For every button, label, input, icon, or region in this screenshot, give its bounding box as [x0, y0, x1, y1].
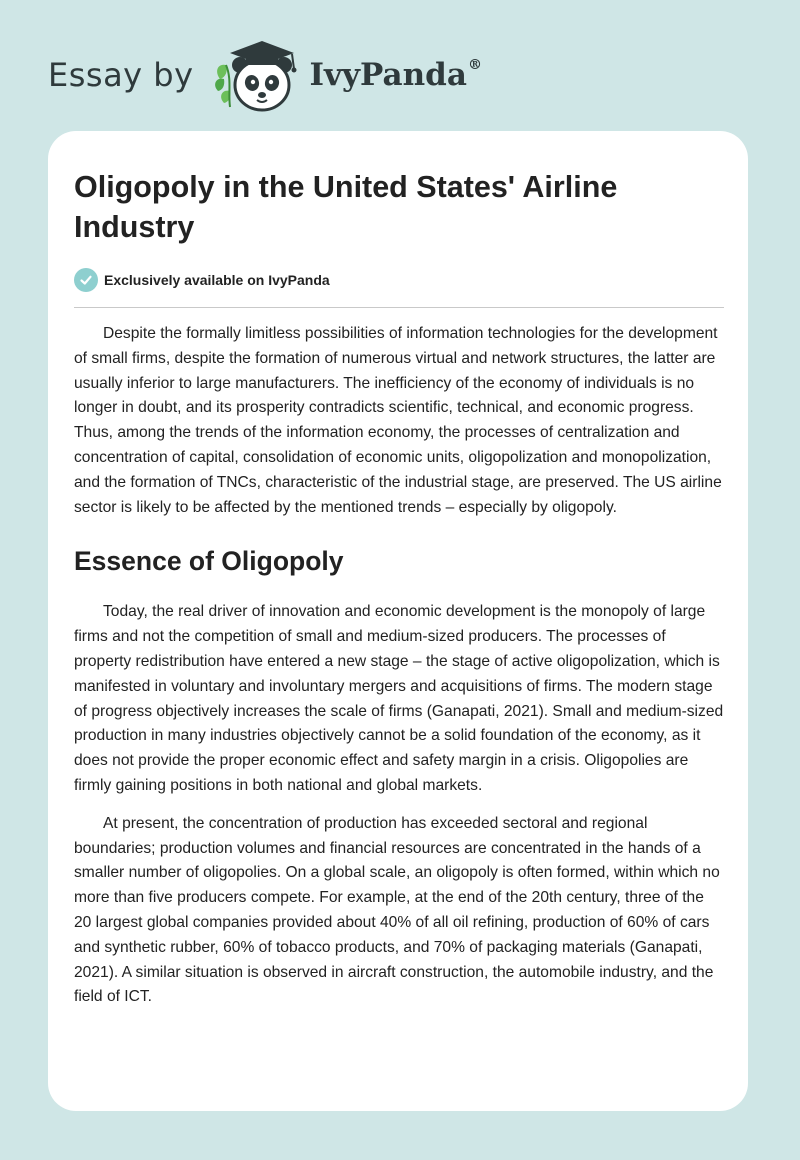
title-divider: [74, 307, 724, 308]
section-heading: Essence of Oligopoly: [74, 546, 344, 577]
brand-name[interactable]: IvyPanda®: [309, 57, 482, 93]
check-icon: [74, 268, 98, 292]
body-paragraph: Today, the real driver of innovation and economic development is the monopoly of large firms and not the competition of small and medium-sized producers. The processes of property redistribution have entered a new stage – the stage of active oligopolization, which is manifested in voluntary and involuntary mergers and acquisitions of firms. The modern stage of progress objectively increases the scale of firms (Ganapati, 2021). Small and medium-sized production in many industries objectively cannot be a solid foundation of the economy, as it does not provide the proper economic effect and safety margin in a crisis. Oligopolies are firmly gaining positions in both national and global markets.: [74, 603, 724, 794]
essay-card: [48, 131, 748, 1111]
exclusive-badge: [74, 265, 724, 295]
ivypanda-logo-icon[interactable]: [212, 35, 304, 115]
essay-content: [74, 167, 724, 1010]
exclusive-label: Exclusively available on IvyPanda: [104, 272, 330, 288]
body-paragraph: At present, the concentration of production has exceeded sectoral and regional boundaries; production volumes and financial resources are concentrated in the hands of a smaller number of oligopolies. On a global scale, an oligopoly is often formed, within which no more than five producers compete. For example, at the end of the 20th century, three of the 20 largest global companies provided about 40% of all oil refining, production of 60% of cars and synthetic rubber, 60% of tobacco products, and 70% of packaging materials (Ganapati, 2021). A similar situation is observed in aircraft construction, the automobile industry, and the field of ICT.: [74, 814, 720, 1006]
site-header: [48, 30, 482, 120]
essay-by-label: Essay by: [48, 56, 194, 94]
registered-mark: ®: [467, 57, 482, 73]
intro-paragraph: Despite the formally limitless possibilities of information technologies for the development of small firms, despite the formation of numerous virtual and network structures, the latter are usually inferior to large manufacturers. The inefficiency of the economy of individuals is no longer in doubt, and its prosperity contradicts scientific, technical, and economic progress. Thus, among the trends of the information economy, the processes of centralization and concentration of capital, consolidation of economic units, oligopolization and monopolization, and the formation of TNCs, characteristic of the industrial stage, are preserved. The US airline sector is likely to be affected by the mentioned trends – especially by oligopoly.: [74, 325, 722, 516]
essay-title: Oligopoly in the United States' Airline Industry: [74, 170, 618, 244]
